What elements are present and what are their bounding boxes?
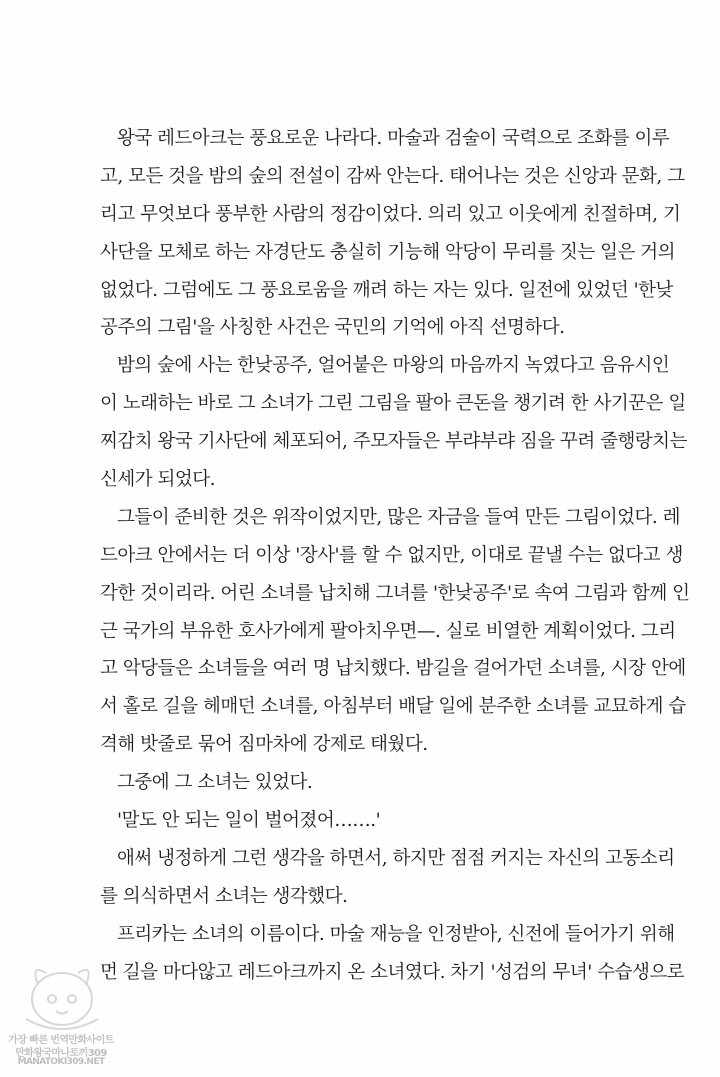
text-line: 근 국가의 부유한 호사가에게 팔아치우면—. 실로 비열한 계획이었다. 그리 [100,620,676,642]
text-line: 사단을 모체로 하는 자경단도 충실히 기능해 악당이 무리를 짓는 일은 거의 [100,241,675,263]
text-line: 왕국 레드아크는 풍요로운 나라다. 마술과 검술이 국력으로 조화를 이루 [117,128,670,149]
body-text [100,120,690,991]
text-line: 를 의식하면서 소녀는 생각했다. [100,885,348,907]
site-watermark [2,955,120,1073]
text-line: 리고 무엇보다 풍부한 사람의 정감이었다. 의리 있고 이웃에게 친절하며, 기 [100,203,681,225]
text-line: 밤의 숲에 사는 한낮공주, 얼어붙은 마왕의 마음까지 녹였다고 음유시인 [117,355,670,377]
text-line: 찌감치 왕국 기사단에 체포되어, 주모자들은 부랴부랴 짐을 꾸려 줄행랑치는 [100,431,687,453]
mascot-icon [16,955,108,1033]
text-line: 그들이 준비한 것은 위작이었지만, 많은 자금을 들여 만든 그림이었다. 레 [117,506,680,528]
text-line: 서 홀로 길을 헤매던 소녀를, 아침부터 배달 일에 분주한 소녀를 교묘하게 습 [100,696,686,718]
text-line: 고 악당들은 소녀들을 여러 명 납치했다. 밤길을 걸어가던 소녀를, 시장 안에 [100,658,686,680]
watermark-line-1: 가장 빠른 번역만화사이트 [8,1035,114,1046]
watermark-line-3: MANATOKI309.NET [17,1057,105,1067]
watermark-line-2: 만화왕국마나토끼309 [15,1048,107,1059]
text-line: 애써 냉정하게 그런 생각을 하면서, 하지만 점점 커지는 자신의 고동소리 [117,847,675,869]
text-line: 공주의 그림'을 사칭한 사건은 국민의 기억에 아직 선명하다. [100,317,565,339]
text-line: 드아크 안에서는 더 이상 '장사'를 할 수 없지만, 이대로 끝낼 수는 없다고 생 [100,544,683,566]
text-line: 프리카는 소녀의 이름이다. 마술 재능을 인정받아, 신전에 들어가기 위해 [117,923,675,945]
text-line: '말도 안 되는 일이 벌어졌어…….' [117,810,381,832]
text-line: 이 노래하는 바로 그 소녀가 그린 그림을 팔아 큰돈을 챙기려 한 사기꾼은 일 [100,393,686,415]
text-line: 먼 길을 마다않고 레드아크까지 온 소녀였다. 차기 '성검의 무녀' 수습생으로 [100,961,685,983]
text-line: 그중에 그 소녀는 있었다. [117,772,313,794]
text-line: 각한 것이리라. 어린 소녀를 납치해 그녀를 '한낮공주'로 속여 그림과 함께 인 [100,582,690,604]
text-line: 격해 밧줄로 묶어 짐마차에 강제로 태웠다. [100,734,428,756]
text-line: 고, 모든 것을 밤의 숲의 전설이 감싸 안는다. 태어나는 것은 신앙과 문화, 그 [100,165,685,187]
text-line: 신세가 되었다. [100,469,215,491]
text-line: 없었다. 그럼에도 그 풍요로움을 깨려 하는 자는 있다. 일전에 있었던 '한낮 [100,279,673,301]
